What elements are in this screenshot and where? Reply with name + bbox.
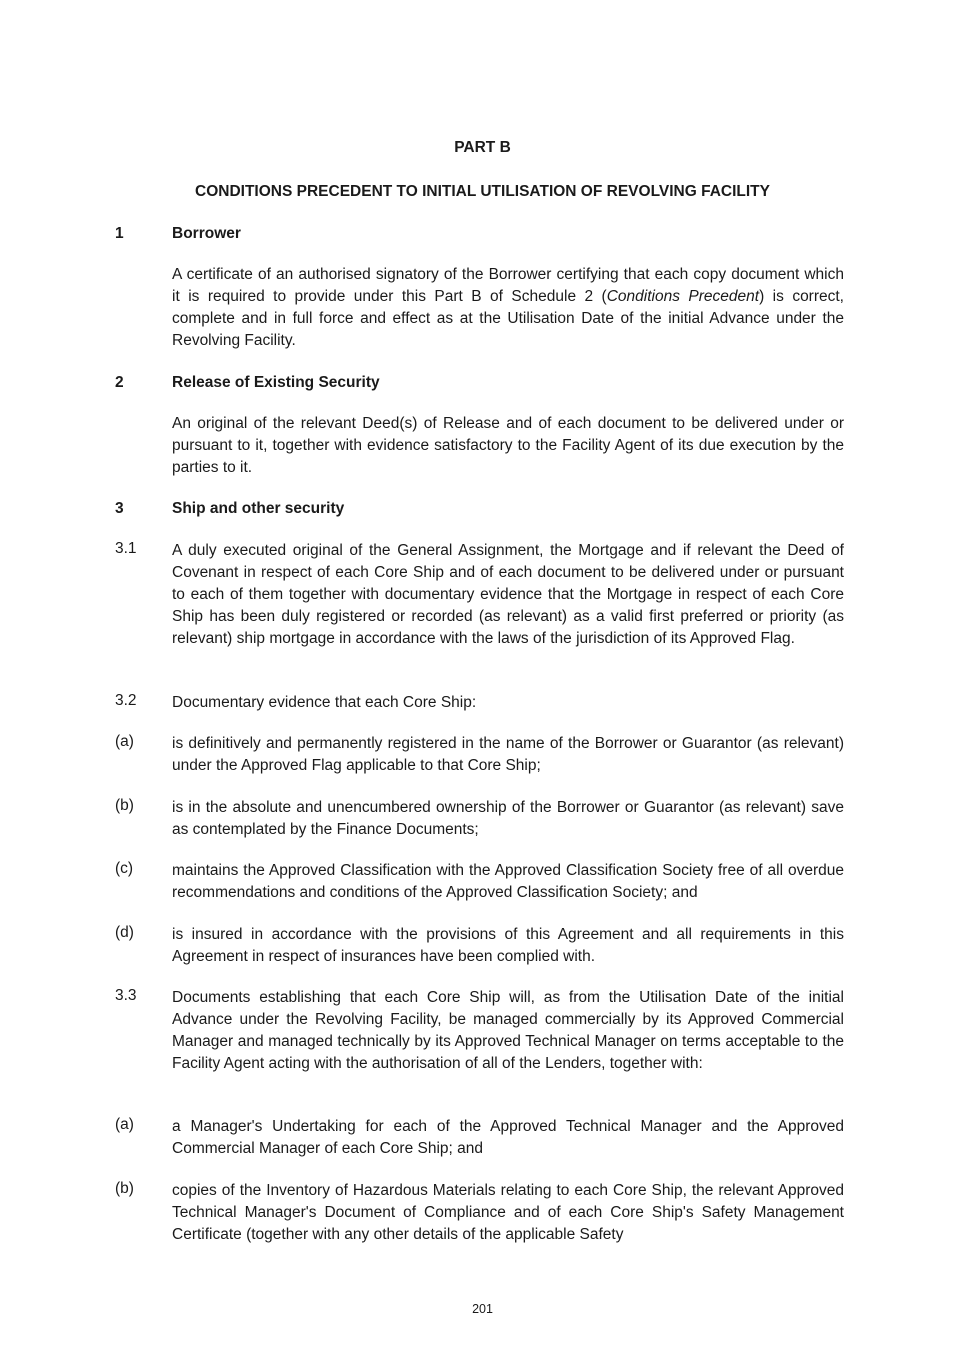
clause-3-3-b-text: copies of the Inventory of Hazardous Materials relating to each Core Ship, the relevant Approved Technical Manager's Document of Compliance and of each Core Ship's Safety Management Certificate (together with any other details of the applicable Safety bbox=[172, 1182, 844, 1243]
clause-3-1-text: A duly executed original of the General Assignment, the Mortgage and if relevant the Deed of Covenant in respect of each Core Ship and of each document to be delivered under or pursuant to each of them together with documentary evidence that the Mortgage in respect of each Core Ship has been duly registered or recorded (as relevant) as a valid first preferred or priority (as relevant) ship mortgage in accordance with the laws of the jurisdiction of its Approved Flag. bbox=[172, 542, 844, 647]
section-2-number: 2 bbox=[115, 374, 124, 391]
clause-3-2-c-text: maintains the Approved Classification with the Approved Classification Society free of all overdue recommendations and conditions of the Approved Classification Society; and bbox=[172, 862, 844, 901]
clause-3-2-b-label: (b) bbox=[115, 797, 134, 814]
clause-3-2-c-label: (c) bbox=[115, 860, 134, 877]
clause-3-3-a-label: (a) bbox=[115, 1116, 134, 1133]
section-1-title: Borrower bbox=[172, 225, 241, 242]
section-3-title: Ship and other security bbox=[172, 500, 345, 517]
clause-3-2-a-label: (a) bbox=[115, 733, 134, 750]
section-1-text-after: ) is correct, complete and in full force and effect as at the Utilisation Date of the initial Advance under the Revolving Facility. bbox=[172, 288, 844, 349]
section-1-text bbox=[172, 264, 844, 352]
section-1-text-before: A certificate of an authorised signatory of the Borrower certifying that each copy document which it is required to provide under this Part B of Schedule 2 ( bbox=[172, 266, 844, 305]
section-2-text: An original of the relevant Deed(s) of Release and of each document to be delivered under or pursuant to it, together with evidence satisfactory to the Facility Agent of its due execution by the parties to it. bbox=[172, 415, 844, 476]
section-3-number: 3 bbox=[115, 500, 124, 517]
clause-3-3-b-label: (b) bbox=[115, 1180, 134, 1197]
clause-3-3-number: 3.3 bbox=[115, 987, 137, 1004]
clause-3-2-number: 3.2 bbox=[115, 692, 137, 709]
part-heading: PART B bbox=[454, 139, 511, 156]
clause-3-3-text: Documents establishing that each Core Ship will, as from the Utilisation Date of the initial Advance under the Revolving Facility, be managed commercially by its Approved Commercial Manager and managed technically by its Approved Technical Manager on terms acceptable to the Facility Agent acting with the authorisation of all of the Lenders, together with: bbox=[172, 989, 844, 1072]
clause-3-3-a-text: a Manager's Undertaking for each of the Approved Technical Manager and the Approved Commercial Manager of each Core Ship; and bbox=[172, 1118, 844, 1157]
clause-3-2-d-label: (d) bbox=[115, 924, 134, 941]
clause-3-1-number: 3.1 bbox=[115, 540, 137, 557]
clause-3-2-d-text: is insured in accordance with the provisions of this Agreement and all requirements in this Agreement in respect of insurances have been complied with. bbox=[172, 926, 844, 965]
clause-3-2-b-text: is in the absolute and unencumbered ownership of the Borrower or Guarantor (as relevant) save as contemplated by the Finance Documents; bbox=[172, 799, 844, 838]
page-number: 201 bbox=[472, 1302, 493, 1316]
section-2-title: Release of Existing Security bbox=[172, 374, 380, 391]
section-1-text-italic: Conditions Precedent bbox=[606, 288, 760, 305]
main-heading: CONDITIONS PRECEDENT TO INITIAL UTILISATION OF REVOLVING FACILITY bbox=[195, 183, 770, 200]
clause-3-2-text: Documentary evidence that each Core Ship: bbox=[172, 694, 477, 711]
section-1-number: 1 bbox=[115, 225, 124, 242]
clause-3-2-a-text: is definitively and permanently registered in the name of the Borrower or Guarantor (as relevant) under the Approved Flag applicable to that Core Ship; bbox=[172, 735, 844, 774]
